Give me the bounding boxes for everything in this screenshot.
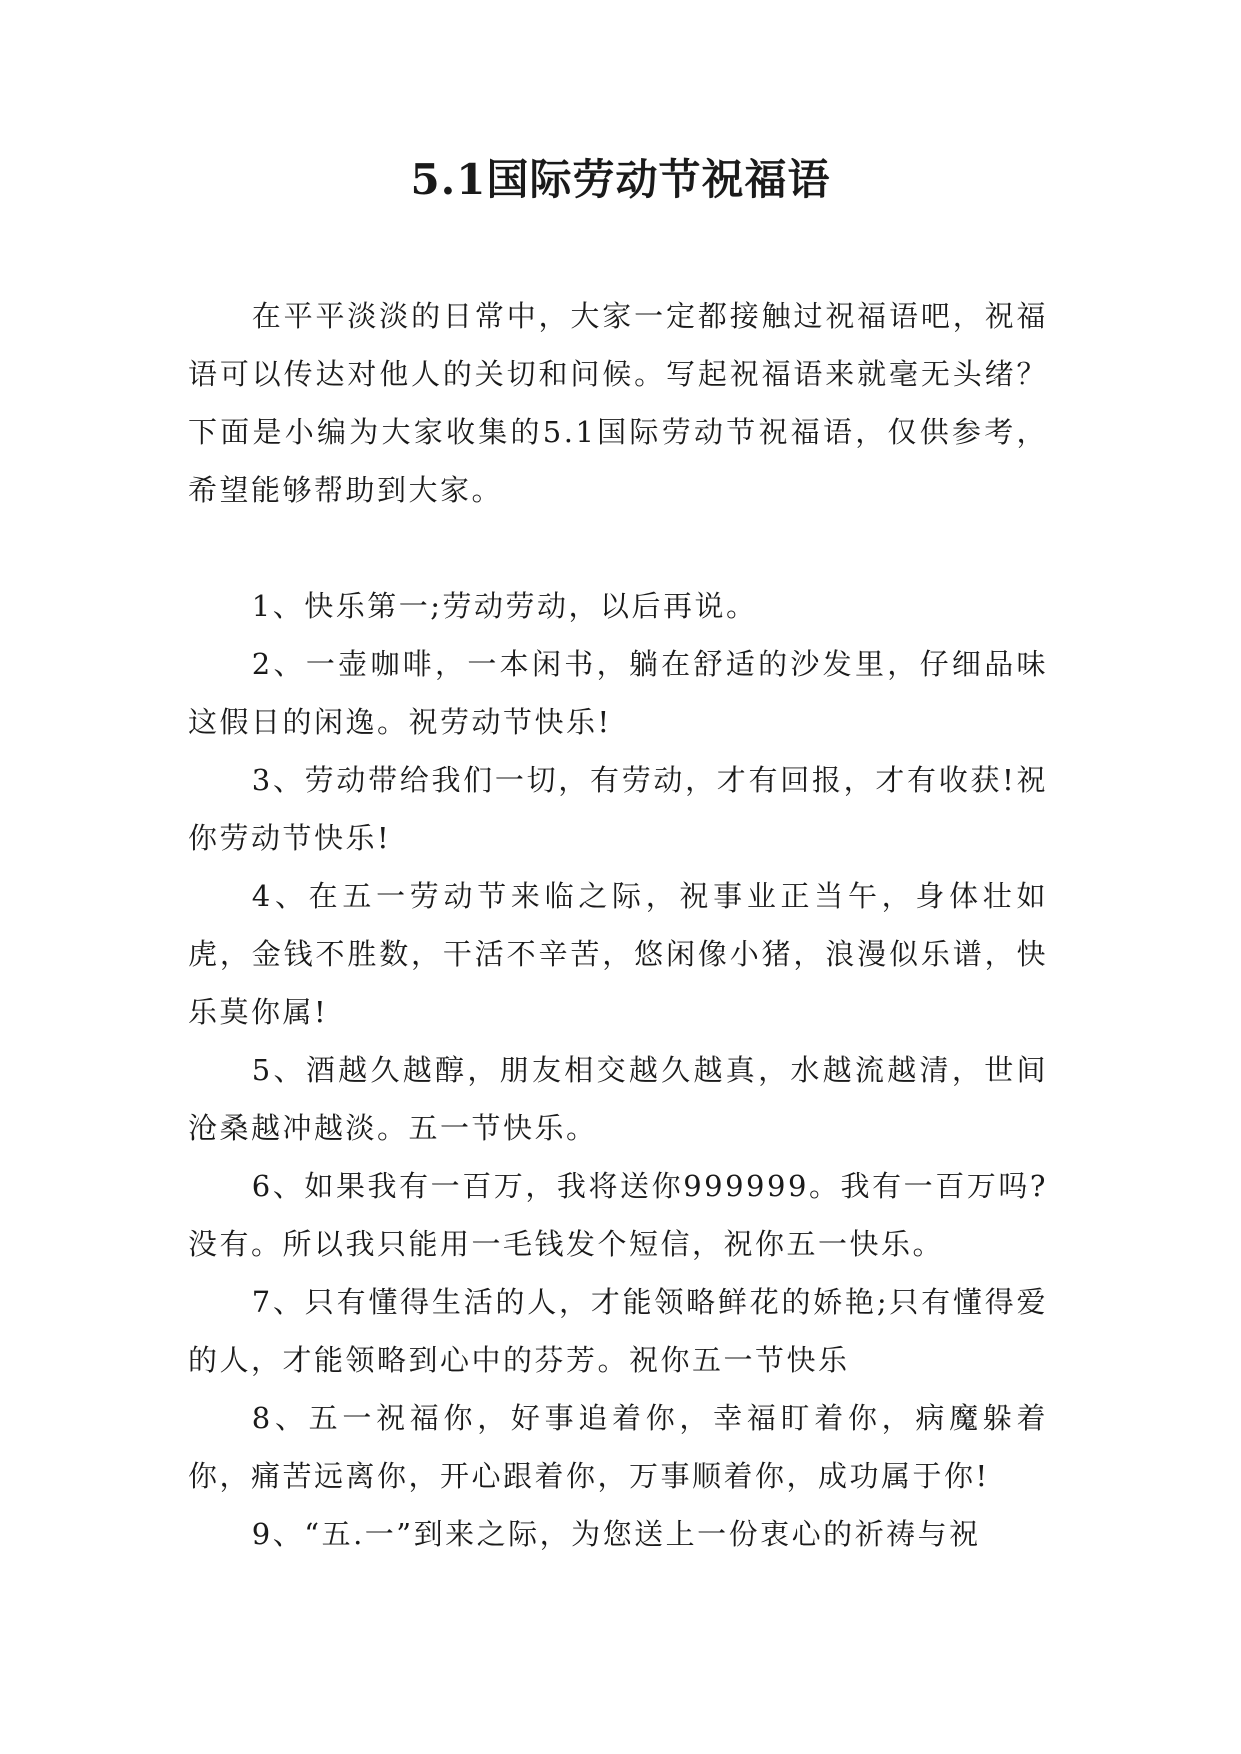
greeting-item-9: 9、“五.一”到来之际，为您送上一份衷心的祈祷与祝	[251, 1517, 981, 1551]
document-body	[188, 287, 1048, 1563]
greeting-item-8: 8、五一祝福你，好事追着你，幸福盯着你，病魔躲着你，痛苦远离你，开心跟着你，万事顺着你，成功属于你!	[188, 1401, 1048, 1493]
intro-paragraph: 在平平淡淡的日常中，大家一定都接触过祝福语吧，祝福语可以传达对他人的关切和问候。写起祝福语来就毫无头绪？下面是小编为大家收集的5.1国际劳动节祝福语，仅供参考，希望能够帮助到大家。	[188, 299, 1048, 507]
greeting-item-7: 7、只有懂得生活的人，才能领略鲜花的娇艳;只有懂得爱的人，才能领略到心中的芬芳。祝你五一节快乐	[188, 1285, 1048, 1377]
greeting-item-2: 2、一壶咖啡，一本闲书，躺在舒适的沙发里，仔细品味这假日的闲逸。祝劳动节快乐!	[188, 647, 1048, 739]
greeting-item-4: 4、在五一劳动节来临之际，祝事业正当午，身体壮如虎，金钱不胜数，干活不辛苦，悠闲像小猪，浪漫似乐谱，快乐莫你属!	[188, 879, 1048, 1029]
greeting-item-1: 1、快乐第一;劳动劳动，以后再说。	[251, 589, 758, 623]
greeting-item-3: 3、劳动带给我们一切，有劳动，才有回报，才有收获!祝你劳动节快乐!	[188, 763, 1048, 855]
document-title: 5.1国际劳动节祝福语	[410, 155, 831, 204]
greeting-item-6: 6、如果我有一百万，我将送你999999。我有一百万吗?没有。所以我只能用一毛钱发个短信，祝你五一快乐。	[188, 1169, 1048, 1261]
greeting-item-5: 5、酒越久越醇，朋友相交越久越真，水越流越清，世间沧桑越冲越淡。五一节快乐。	[188, 1053, 1048, 1145]
